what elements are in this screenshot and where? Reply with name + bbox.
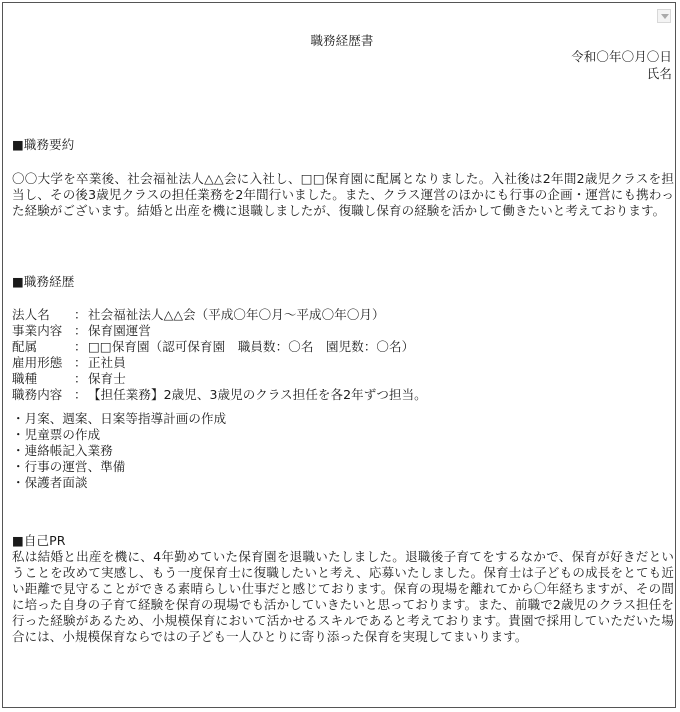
pr-text: 私は結婚と出産を機に、4年勤めていた保育園を退職いたしました。退職後子育てをするなかで、保育が好きだということを改めて実感し、もう一度保育士に復職したいと考え、応募いたしました。保育士は子どもの成長をとても近い距離で見守ることができる素晴らしい仕事だと感じております。保育の現場を離れてから〇年経ちますが、その間に培った自身の子育て経験を保育の現場でも活かしていきたいと思っております。また、前職で2歳児のクラス担任を行った経験があるため、小規模保育において活かせるスキルであると考えております。貴園で採用していただいた場合には、小規模保育ならではの子ども一人ひとりに寄り添った保育を実現してまいります。: [12, 549, 674, 644]
summary-text[interactable]: 〇〇大学を卒業後、社会福祉法人△△会に入社し、□□保育園に配属となりました。入社後は2年間2歳児クラスを担当し、その後3歳児クラスの担任業務を2年間行いました。また、クラス運営のほかにも行事の企画・運営にも携わった経験がございます。結婚と出産を機に退職しましたが、復職し保育の経験を活かして働きたいと考えております。: [12, 171, 674, 218]
page-title: 職務経歴書: [310, 33, 374, 48]
list-item: ・連絡帳記入業務: [12, 443, 113, 458]
career-value: 保育士: [88, 371, 126, 386]
career-value: 保育園運営: [88, 323, 152, 338]
career-row-employment: 雇用形態 ： 正社員: [12, 355, 126, 370]
career-label: 雇用形態: [12, 355, 63, 370]
duty-list: [12, 411, 226, 491]
document-date: 令和〇年〇月〇日: [571, 49, 672, 64]
career-row-job-type: 職種 ： 保育士: [12, 371, 126, 386]
summary-heading: ■職務要約: [12, 137, 75, 152]
career-row-duties: 職務内容 ： 【担任業務】2歳児、3歳児のクラス担任を各2年ずつ担当。: [12, 387, 427, 402]
pr-heading: ■自己PR: [12, 533, 66, 548]
career-row-assignment: 配属 ： □□保育園（認可保育園 職員数：〇名 園児数：〇名）: [12, 339, 415, 354]
document-page: [2, 2, 676, 708]
scroll-down-icon[interactable]: [657, 9, 671, 23]
career-row-company: 法人名 ： 社会福祉法人△△会（平成〇年〇月～平成〇年〇月）: [12, 307, 385, 322]
career-value: 社会福祉法人△△会（平成〇年〇月～平成〇年〇月）: [88, 307, 385, 322]
applicant-name: 氏名: [646, 66, 672, 81]
career-value: 【担任業務】2歳児、3歳児のクラス担任を各2年ずつ担当。: [88, 387, 427, 402]
career-label: 事業内容: [12, 323, 63, 338]
career-value: □□保育園（認可保育園 職員数：〇名 園児数：〇名）: [88, 339, 415, 354]
list-item: ・児童票の作成: [12, 427, 101, 442]
list-item: ・月案、週案、日案等指導計画の作成: [12, 411, 227, 426]
list-item: ・保護者面談: [12, 475, 88, 490]
career-row-business: 事業内容 ： 保育園運営: [12, 323, 152, 338]
career-details: [12, 307, 427, 403]
career-label: 配属: [12, 339, 38, 354]
career-label: 職種: [12, 371, 38, 386]
career-label: 法人名: [12, 307, 50, 322]
list-item: ・行事の運営、準備: [12, 459, 126, 474]
career-value: 正社員: [88, 355, 126, 370]
career-label: 職務内容: [12, 387, 63, 402]
career-heading: ■職務経歴: [12, 274, 75, 289]
